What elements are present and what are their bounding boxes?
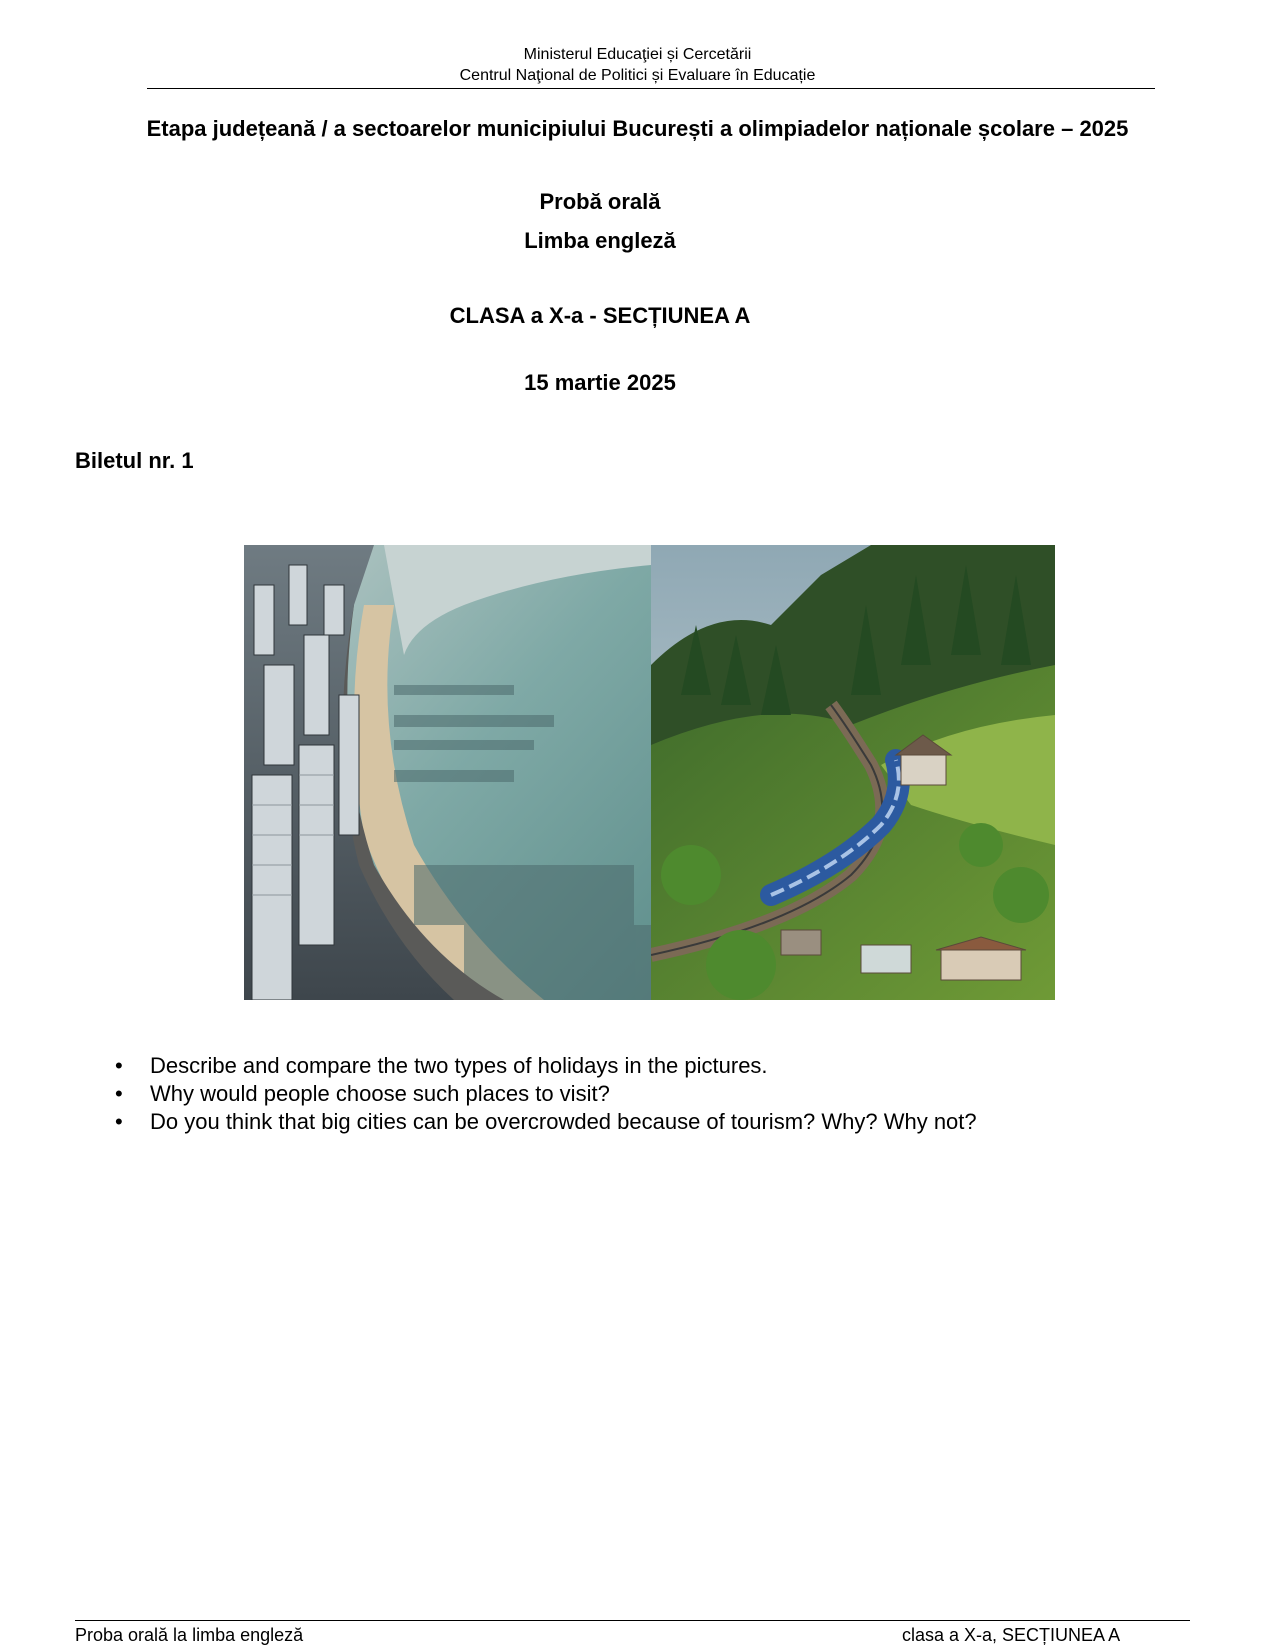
question-item: • Describe and compare the two types of holidays in the pictures. bbox=[110, 1052, 977, 1080]
header-rule bbox=[147, 88, 1155, 89]
question-list bbox=[110, 1052, 977, 1136]
mountain-train-image bbox=[651, 545, 1055, 1000]
ticket-label: Biletul nr. 1 bbox=[75, 448, 194, 473]
city-beach-image bbox=[244, 545, 651, 1000]
footer-right: clasa a X-a, SECȚIUNEA A bbox=[902, 1625, 1121, 1645]
footer-left: Proba orală la limba engleză bbox=[75, 1625, 304, 1645]
question-item: • Why would people choose such places to visit? bbox=[110, 1080, 977, 1108]
exam-date: 15 martie 2025 bbox=[524, 370, 676, 395]
header-ministry: Ministerul Educaţiei și Cercetării bbox=[523, 46, 752, 63]
grade-section: CLASA a X-a - SECȚIUNEA A bbox=[449, 303, 751, 328]
exam-type: Probă orală bbox=[539, 189, 661, 214]
main-title: Etapa județeană / a sectoarelor municipiului București a olimpiadelor naționale școlare – 2025 bbox=[146, 116, 1129, 141]
footer-rule bbox=[75, 1620, 1190, 1621]
question-item: • Do you think that big cities can be overcrowded because of tourism? Why? Why not? bbox=[110, 1108, 977, 1136]
header-center: Centrul Naţional de Politici și Evaluare în Educație bbox=[459, 67, 816, 84]
subject: Limba engleză bbox=[524, 228, 676, 253]
